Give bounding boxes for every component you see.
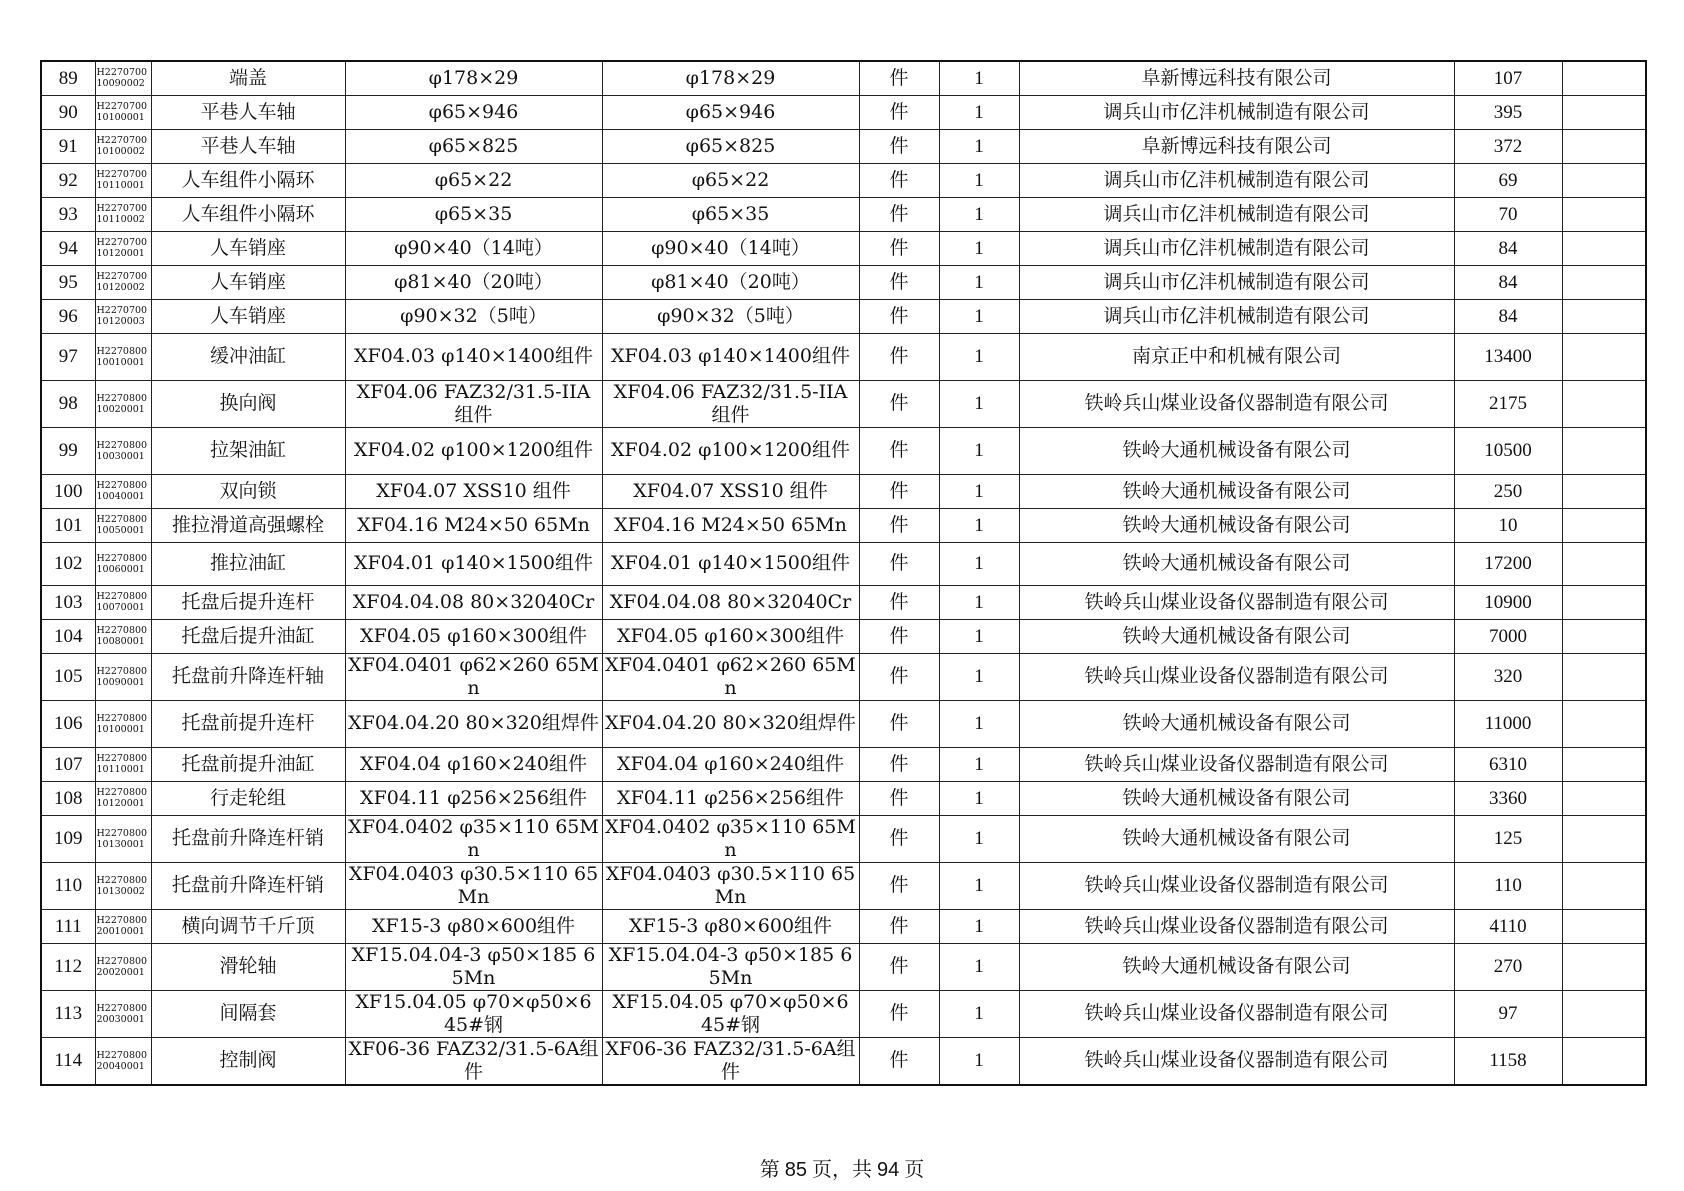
material-code-cell: H227080010120001	[95, 781, 151, 815]
quantity-cell: 1	[939, 1037, 1019, 1085]
part-name-cell: 托盘前升降连杆轴	[151, 653, 345, 700]
unit-cell: 件	[859, 380, 939, 427]
part-spec-cell: XF15.04.04-3 φ50×185 65Mn	[345, 943, 602, 990]
row-number-cell: 109	[41, 815, 95, 862]
part-model-cell: φ65×22	[602, 163, 859, 197]
unit-cell: 件	[859, 265, 939, 299]
row-number-cell: 92	[41, 163, 95, 197]
table-row	[41, 619, 1646, 653]
part-name-cell: 平巷人车轴	[151, 95, 345, 129]
part-model-cell: XF06-36 FAZ32/31.5-6A组件	[602, 1037, 859, 1085]
unit-price-cell: 69	[1454, 163, 1562, 197]
part-name-cell: 双向锁	[151, 474, 345, 508]
unit-cell: 件	[859, 653, 939, 700]
unit-price-cell: 4110	[1454, 909, 1562, 943]
remark-cell	[1562, 474, 1646, 508]
part-model-cell: XF04.0403 φ30.5×110 65Mn	[602, 862, 859, 909]
remark-cell	[1562, 333, 1646, 380]
table-row	[41, 265, 1646, 299]
unit-price-cell: 6310	[1454, 747, 1562, 781]
unit-price-cell: 372	[1454, 129, 1562, 163]
part-name-cell: 控制阀	[151, 1037, 345, 1085]
material-code-cell: H227070010110001	[95, 163, 151, 197]
table-row	[41, 95, 1646, 129]
part-model-cell: φ81×40（20吨）	[602, 265, 859, 299]
unit-cell: 件	[859, 781, 939, 815]
part-spec-cell: XF04.04 φ160×240组件	[345, 747, 602, 781]
material-code-cell: H227080010080001	[95, 619, 151, 653]
table-row	[41, 909, 1646, 943]
quantity-cell: 1	[939, 815, 1019, 862]
table-row	[41, 700, 1646, 747]
part-name-cell: 人车组件小隔环	[151, 197, 345, 231]
table-row	[41, 508, 1646, 542]
unit-cell: 件	[859, 700, 939, 747]
part-name-cell: 推拉油缸	[151, 542, 345, 585]
part-spec-cell: XF04.04.20 80×320组焊件	[345, 700, 602, 747]
part-model-cell: φ90×32（5吨）	[602, 299, 859, 333]
part-spec-cell: φ65×825	[345, 129, 602, 163]
supplier-name-cell: 铁岭大通机械设备有限公司	[1019, 474, 1454, 508]
material-code-cell: H227080010010001	[95, 333, 151, 380]
row-number-cell: 100	[41, 474, 95, 508]
material-code-cell: H227070010110002	[95, 197, 151, 231]
row-number-cell: 104	[41, 619, 95, 653]
row-number-cell: 107	[41, 747, 95, 781]
quantity-cell: 1	[939, 542, 1019, 585]
part-name-cell: 行走轮组	[151, 781, 345, 815]
supplier-name-cell: 铁岭兵山煤业设备仪器制造有限公司	[1019, 990, 1454, 1037]
supplier-name-cell: 铁岭大通机械设备有限公司	[1019, 542, 1454, 585]
table-row	[41, 1037, 1646, 1085]
material-code-cell: H227080020010001	[95, 909, 151, 943]
part-spec-cell: φ65×35	[345, 197, 602, 231]
unit-price-cell: 125	[1454, 815, 1562, 862]
part-name-cell: 托盘后提升连杆	[151, 585, 345, 619]
part-spec-cell: XF04.05 φ160×300组件	[345, 619, 602, 653]
quantity-cell: 1	[939, 231, 1019, 265]
part-model-cell: XF04.02 φ100×1200组件	[602, 427, 859, 474]
unit-price-cell: 270	[1454, 943, 1562, 990]
part-spec-cell: XF04.02 φ100×1200组件	[345, 427, 602, 474]
remark-cell	[1562, 129, 1646, 163]
part-model-cell: XF04.0402 φ35×110 65Mn	[602, 815, 859, 862]
supplier-name-cell: 铁岭大通机械设备有限公司	[1019, 619, 1454, 653]
unit-price-cell: 395	[1454, 95, 1562, 129]
remark-cell	[1562, 299, 1646, 333]
remark-cell	[1562, 427, 1646, 474]
material-code-cell: H227080010060001	[95, 542, 151, 585]
unit-price-cell: 1158	[1454, 1037, 1562, 1085]
remark-cell	[1562, 231, 1646, 265]
quantity-cell: 1	[939, 265, 1019, 299]
unit-cell: 件	[859, 427, 939, 474]
table-row	[41, 990, 1646, 1037]
part-name-cell: 平巷人车轴	[151, 129, 345, 163]
row-number-cell: 103	[41, 585, 95, 619]
remark-cell	[1562, 585, 1646, 619]
row-number-cell: 105	[41, 653, 95, 700]
remark-cell	[1562, 990, 1646, 1037]
part-name-cell: 人车销座	[151, 265, 345, 299]
unit-price-cell: 7000	[1454, 619, 1562, 653]
part-name-cell: 托盘前提升油缸	[151, 747, 345, 781]
part-spec-cell: XF04.06 FAZ32/31.5-IIA组件	[345, 380, 602, 427]
part-spec-cell: XF04.0401 φ62×260 65Mn	[345, 653, 602, 700]
remark-cell	[1562, 653, 1646, 700]
row-number-cell: 112	[41, 943, 95, 990]
remark-cell	[1562, 781, 1646, 815]
row-number-cell: 95	[41, 265, 95, 299]
material-code-cell: H227070010120003	[95, 299, 151, 333]
part-name-cell: 缓冲油缸	[151, 333, 345, 380]
quantity-cell: 1	[939, 508, 1019, 542]
quantity-cell: 1	[939, 197, 1019, 231]
remark-cell	[1562, 197, 1646, 231]
supplier-name-cell: 阜新博远科技有限公司	[1019, 61, 1454, 95]
table-row	[41, 815, 1646, 862]
row-number-cell: 94	[41, 231, 95, 265]
supplier-name-cell: 铁岭大通机械设备有限公司	[1019, 815, 1454, 862]
unit-cell: 件	[859, 943, 939, 990]
supplier-name-cell: 调兵山市亿沣机械制造有限公司	[1019, 197, 1454, 231]
supplier-name-cell: 铁岭兵山煤业设备仪器制造有限公司	[1019, 1037, 1454, 1085]
unit-price-cell: 320	[1454, 653, 1562, 700]
supplier-name-cell: 调兵山市亿沣机械制造有限公司	[1019, 231, 1454, 265]
part-spec-cell: XF04.11 φ256×256组件	[345, 781, 602, 815]
unit-price-cell: 107	[1454, 61, 1562, 95]
part-model-cell: XF04.04.20 80×320组焊件	[602, 700, 859, 747]
supplier-name-cell: 南京正中和机械有限公司	[1019, 333, 1454, 380]
row-number-cell: 99	[41, 427, 95, 474]
part-name-cell: 托盘后提升油缸	[151, 619, 345, 653]
part-spec-cell: φ81×40（20吨）	[345, 265, 602, 299]
remark-cell	[1562, 943, 1646, 990]
quantity-cell: 1	[939, 427, 1019, 474]
unit-price-cell: 13400	[1454, 333, 1562, 380]
supplier-name-cell: 铁岭兵山煤业设备仪器制造有限公司	[1019, 862, 1454, 909]
part-model-cell: XF04.04.08 80×32040Cr	[602, 585, 859, 619]
remark-cell	[1562, 909, 1646, 943]
quantity-cell: 1	[939, 129, 1019, 163]
part-name-cell: 托盘前提升连杆	[151, 700, 345, 747]
unit-cell: 件	[859, 542, 939, 585]
remark-cell	[1562, 163, 1646, 197]
table-row	[41, 781, 1646, 815]
part-spec-cell: XF04.04.08 80×32040Cr	[345, 585, 602, 619]
material-code-cell: H227080020030001	[95, 990, 151, 1037]
row-number-cell: 93	[41, 197, 95, 231]
part-name-cell: 滑轮轴	[151, 943, 345, 990]
unit-cell: 件	[859, 299, 939, 333]
supplier-name-cell: 调兵山市亿沣机械制造有限公司	[1019, 163, 1454, 197]
part-spec-cell: φ178×29	[345, 61, 602, 95]
unit-cell: 件	[859, 197, 939, 231]
part-model-cell: φ90×40（14吨）	[602, 231, 859, 265]
part-model-cell: XF04.07 XSS10 组件	[602, 474, 859, 508]
remark-cell	[1562, 700, 1646, 747]
part-name-cell: 人车组件小隔环	[151, 163, 345, 197]
footer-middle: 页，共	[812, 1159, 872, 1181]
quantity-cell: 1	[939, 163, 1019, 197]
unit-price-cell: 17200	[1454, 542, 1562, 585]
material-code-cell: H227070010090002	[95, 61, 151, 95]
supplier-name-cell: 调兵山市亿沣机械制造有限公司	[1019, 299, 1454, 333]
table-row	[41, 299, 1646, 333]
quantity-cell: 1	[939, 299, 1019, 333]
quantity-cell: 1	[939, 909, 1019, 943]
table-row	[41, 380, 1646, 427]
unit-price-cell: 10	[1454, 508, 1562, 542]
quantity-cell: 1	[939, 943, 1019, 990]
row-number-cell: 113	[41, 990, 95, 1037]
part-name-cell: 换向阀	[151, 380, 345, 427]
quantity-cell: 1	[939, 333, 1019, 380]
quantity-cell: 1	[939, 95, 1019, 129]
part-model-cell: XF04.16 M24×50 65Mn	[602, 508, 859, 542]
material-code-cell: H227080010130001	[95, 815, 151, 862]
table-row	[41, 333, 1646, 380]
unit-price-cell: 84	[1454, 265, 1562, 299]
unit-cell: 件	[859, 129, 939, 163]
supplier-name-cell: 铁岭兵山煤业设备仪器制造有限公司	[1019, 380, 1454, 427]
quantity-cell: 1	[939, 380, 1019, 427]
row-number-cell: 90	[41, 95, 95, 129]
unit-cell: 件	[859, 909, 939, 943]
part-spec-cell: XF15.04.05 φ70×φ50×6 45#钢	[345, 990, 602, 1037]
part-model-cell: XF04.06 FAZ32/31.5-IIA组件	[602, 380, 859, 427]
remark-cell	[1562, 815, 1646, 862]
table-row	[41, 197, 1646, 231]
row-number-cell: 106	[41, 700, 95, 747]
total-page-count: 94	[877, 1159, 900, 1181]
unit-price-cell: 3360	[1454, 781, 1562, 815]
footer-prefix: 第	[759, 1159, 780, 1181]
row-number-cell: 111	[41, 909, 95, 943]
material-code-cell: H227080010070001	[95, 585, 151, 619]
unit-cell: 件	[859, 231, 939, 265]
supplier-name-cell: 铁岭大通机械设备有限公司	[1019, 700, 1454, 747]
material-code-cell: H227070010100002	[95, 129, 151, 163]
unit-cell: 件	[859, 815, 939, 862]
remark-cell	[1562, 542, 1646, 585]
material-code-cell: H227080010090001	[95, 653, 151, 700]
quantity-cell: 1	[939, 862, 1019, 909]
material-code-cell: H227080010040001	[95, 474, 151, 508]
footer-suffix: 页	[904, 1159, 925, 1181]
quantity-cell: 1	[939, 619, 1019, 653]
part-spec-cell: XF06-36 FAZ32/31.5-6A组件	[345, 1037, 602, 1085]
part-spec-cell: XF04.07 XSS10 组件	[345, 474, 602, 508]
remark-cell	[1562, 61, 1646, 95]
unit-cell: 件	[859, 333, 939, 380]
material-code-cell: H227070010120001	[95, 231, 151, 265]
quantity-cell: 1	[939, 653, 1019, 700]
part-model-cell: φ65×825	[602, 129, 859, 163]
supplier-name-cell: 阜新博远科技有限公司	[1019, 129, 1454, 163]
table-row	[41, 474, 1646, 508]
unit-price-cell: 2175	[1454, 380, 1562, 427]
supplier-name-cell: 铁岭兵山煤业设备仪器制造有限公司	[1019, 909, 1454, 943]
part-name-cell: 人车销座	[151, 299, 345, 333]
material-code-cell: H227080010130002	[95, 862, 151, 909]
part-name-cell: 托盘前升降连杆销	[151, 815, 345, 862]
part-spec-cell: XF04.01 φ140×1500组件	[345, 542, 602, 585]
row-number-cell: 101	[41, 508, 95, 542]
part-name-cell: 间隔套	[151, 990, 345, 1037]
part-model-cell: φ65×35	[602, 197, 859, 231]
part-name-cell: 拉架油缸	[151, 427, 345, 474]
table-row	[41, 585, 1646, 619]
part-name-cell: 推拉滑道高强螺栓	[151, 508, 345, 542]
part-name-cell: 端盖	[151, 61, 345, 95]
unit-cell: 件	[859, 585, 939, 619]
quantity-cell: 1	[939, 990, 1019, 1037]
part-model-cell: XF15.04.04-3 φ50×185 65Mn	[602, 943, 859, 990]
material-code-cell: H227080020040001	[95, 1037, 151, 1085]
part-name-cell: 横向调节千斤顶	[151, 909, 345, 943]
unit-price-cell: 110	[1454, 862, 1562, 909]
supplier-name-cell: 铁岭兵山煤业设备仪器制造有限公司	[1019, 747, 1454, 781]
part-model-cell: XF04.0401 φ62×260 65Mn	[602, 653, 859, 700]
unit-cell: 件	[859, 990, 939, 1037]
material-code-cell: H227080010030001	[95, 427, 151, 474]
unit-cell: 件	[859, 95, 939, 129]
remark-cell	[1562, 508, 1646, 542]
part-name-cell: 托盘前升降连杆销	[151, 862, 345, 909]
material-code-cell: H227080020020001	[95, 943, 151, 990]
row-number-cell: 97	[41, 333, 95, 380]
supplier-name-cell: 铁岭兵山煤业设备仪器制造有限公司	[1019, 653, 1454, 700]
unit-price-cell: 11000	[1454, 700, 1562, 747]
row-number-cell: 96	[41, 299, 95, 333]
supplier-name-cell: 铁岭大通机械设备有限公司	[1019, 943, 1454, 990]
part-model-cell: XF04.05 φ160×300组件	[602, 619, 859, 653]
material-code-cell: H227080010020001	[95, 380, 151, 427]
row-number-cell: 98	[41, 380, 95, 427]
table-row	[41, 231, 1646, 265]
quantity-cell: 1	[939, 474, 1019, 508]
part-name-cell: 人车销座	[151, 231, 345, 265]
part-spec-cell: φ90×32（5吨）	[345, 299, 602, 333]
row-number-cell: 89	[41, 61, 95, 95]
unit-cell: 件	[859, 1037, 939, 1085]
table-row	[41, 653, 1646, 700]
part-model-cell: XF04.11 φ256×256组件	[602, 781, 859, 815]
row-number-cell: 110	[41, 862, 95, 909]
part-model-cell: φ178×29	[602, 61, 859, 95]
table-row	[41, 542, 1646, 585]
row-number-cell: 114	[41, 1037, 95, 1085]
part-spec-cell: φ65×946	[345, 95, 602, 129]
table-row	[41, 163, 1646, 197]
part-model-cell: XF04.03 φ140×1400组件	[602, 333, 859, 380]
part-spec-cell: XF04.03 φ140×1400组件	[345, 333, 602, 380]
part-spec-cell: φ65×22	[345, 163, 602, 197]
quantity-cell: 1	[939, 585, 1019, 619]
material-code-cell: H227070010120002	[95, 265, 151, 299]
parts-table	[40, 60, 1647, 1086]
material-code-cell: H227080010100001	[95, 700, 151, 747]
unit-price-cell: 10900	[1454, 585, 1562, 619]
table-row	[41, 61, 1646, 95]
unit-cell: 件	[859, 747, 939, 781]
table-row	[41, 427, 1646, 474]
quantity-cell: 1	[939, 700, 1019, 747]
table-row	[41, 943, 1646, 990]
table-row	[41, 747, 1646, 781]
unit-price-cell: 10500	[1454, 427, 1562, 474]
quantity-cell: 1	[939, 747, 1019, 781]
unit-price-cell: 84	[1454, 231, 1562, 265]
supplier-name-cell: 铁岭兵山煤业设备仪器制造有限公司	[1019, 585, 1454, 619]
page-footer	[0, 1153, 1684, 1182]
unit-cell: 件	[859, 163, 939, 197]
part-spec-cell: φ90×40（14吨）	[345, 231, 602, 265]
quantity-cell: 1	[939, 61, 1019, 95]
table-body	[41, 61, 1646, 1085]
material-code-cell: H227080010110001	[95, 747, 151, 781]
part-model-cell: XF04.04 φ160×240组件	[602, 747, 859, 781]
unit-cell: 件	[859, 474, 939, 508]
unit-price-cell: 97	[1454, 990, 1562, 1037]
remark-cell	[1562, 862, 1646, 909]
part-spec-cell: XF15-3 φ80×600组件	[345, 909, 602, 943]
part-model-cell: φ65×946	[602, 95, 859, 129]
unit-cell: 件	[859, 619, 939, 653]
quantity-cell: 1	[939, 781, 1019, 815]
remark-cell	[1562, 380, 1646, 427]
remark-cell	[1562, 265, 1646, 299]
unit-price-cell: 250	[1454, 474, 1562, 508]
material-code-cell: H227070010100001	[95, 95, 151, 129]
part-spec-cell: XF04.0403 φ30.5×110 65Mn	[345, 862, 602, 909]
table-row	[41, 129, 1646, 163]
part-spec-cell: XF04.0402 φ35×110 65Mn	[345, 815, 602, 862]
unit-cell: 件	[859, 508, 939, 542]
remark-cell	[1562, 1037, 1646, 1085]
unit-cell: 件	[859, 862, 939, 909]
row-number-cell: 102	[41, 542, 95, 585]
supplier-name-cell: 铁岭大通机械设备有限公司	[1019, 781, 1454, 815]
part-spec-cell: XF04.16 M24×50 65Mn	[345, 508, 602, 542]
table-row	[41, 862, 1646, 909]
row-number-cell: 108	[41, 781, 95, 815]
unit-price-cell: 84	[1454, 299, 1562, 333]
supplier-name-cell: 调兵山市亿沣机械制造有限公司	[1019, 265, 1454, 299]
supplier-name-cell: 铁岭大通机械设备有限公司	[1019, 427, 1454, 474]
part-model-cell: XF15.04.05 φ70×φ50×6 45#钢	[602, 990, 859, 1037]
row-number-cell: 91	[41, 129, 95, 163]
unit-cell: 件	[859, 61, 939, 95]
current-page-number: 85	[784, 1159, 807, 1181]
supplier-name-cell: 调兵山市亿沣机械制造有限公司	[1019, 95, 1454, 129]
supplier-name-cell: 铁岭大通机械设备有限公司	[1019, 508, 1454, 542]
material-code-cell: H227080010050001	[95, 508, 151, 542]
remark-cell	[1562, 619, 1646, 653]
remark-cell	[1562, 747, 1646, 781]
remark-cell	[1562, 95, 1646, 129]
unit-price-cell: 70	[1454, 197, 1562, 231]
part-model-cell: XF15-3 φ80×600组件	[602, 909, 859, 943]
part-model-cell: XF04.01 φ140×1500组件	[602, 542, 859, 585]
